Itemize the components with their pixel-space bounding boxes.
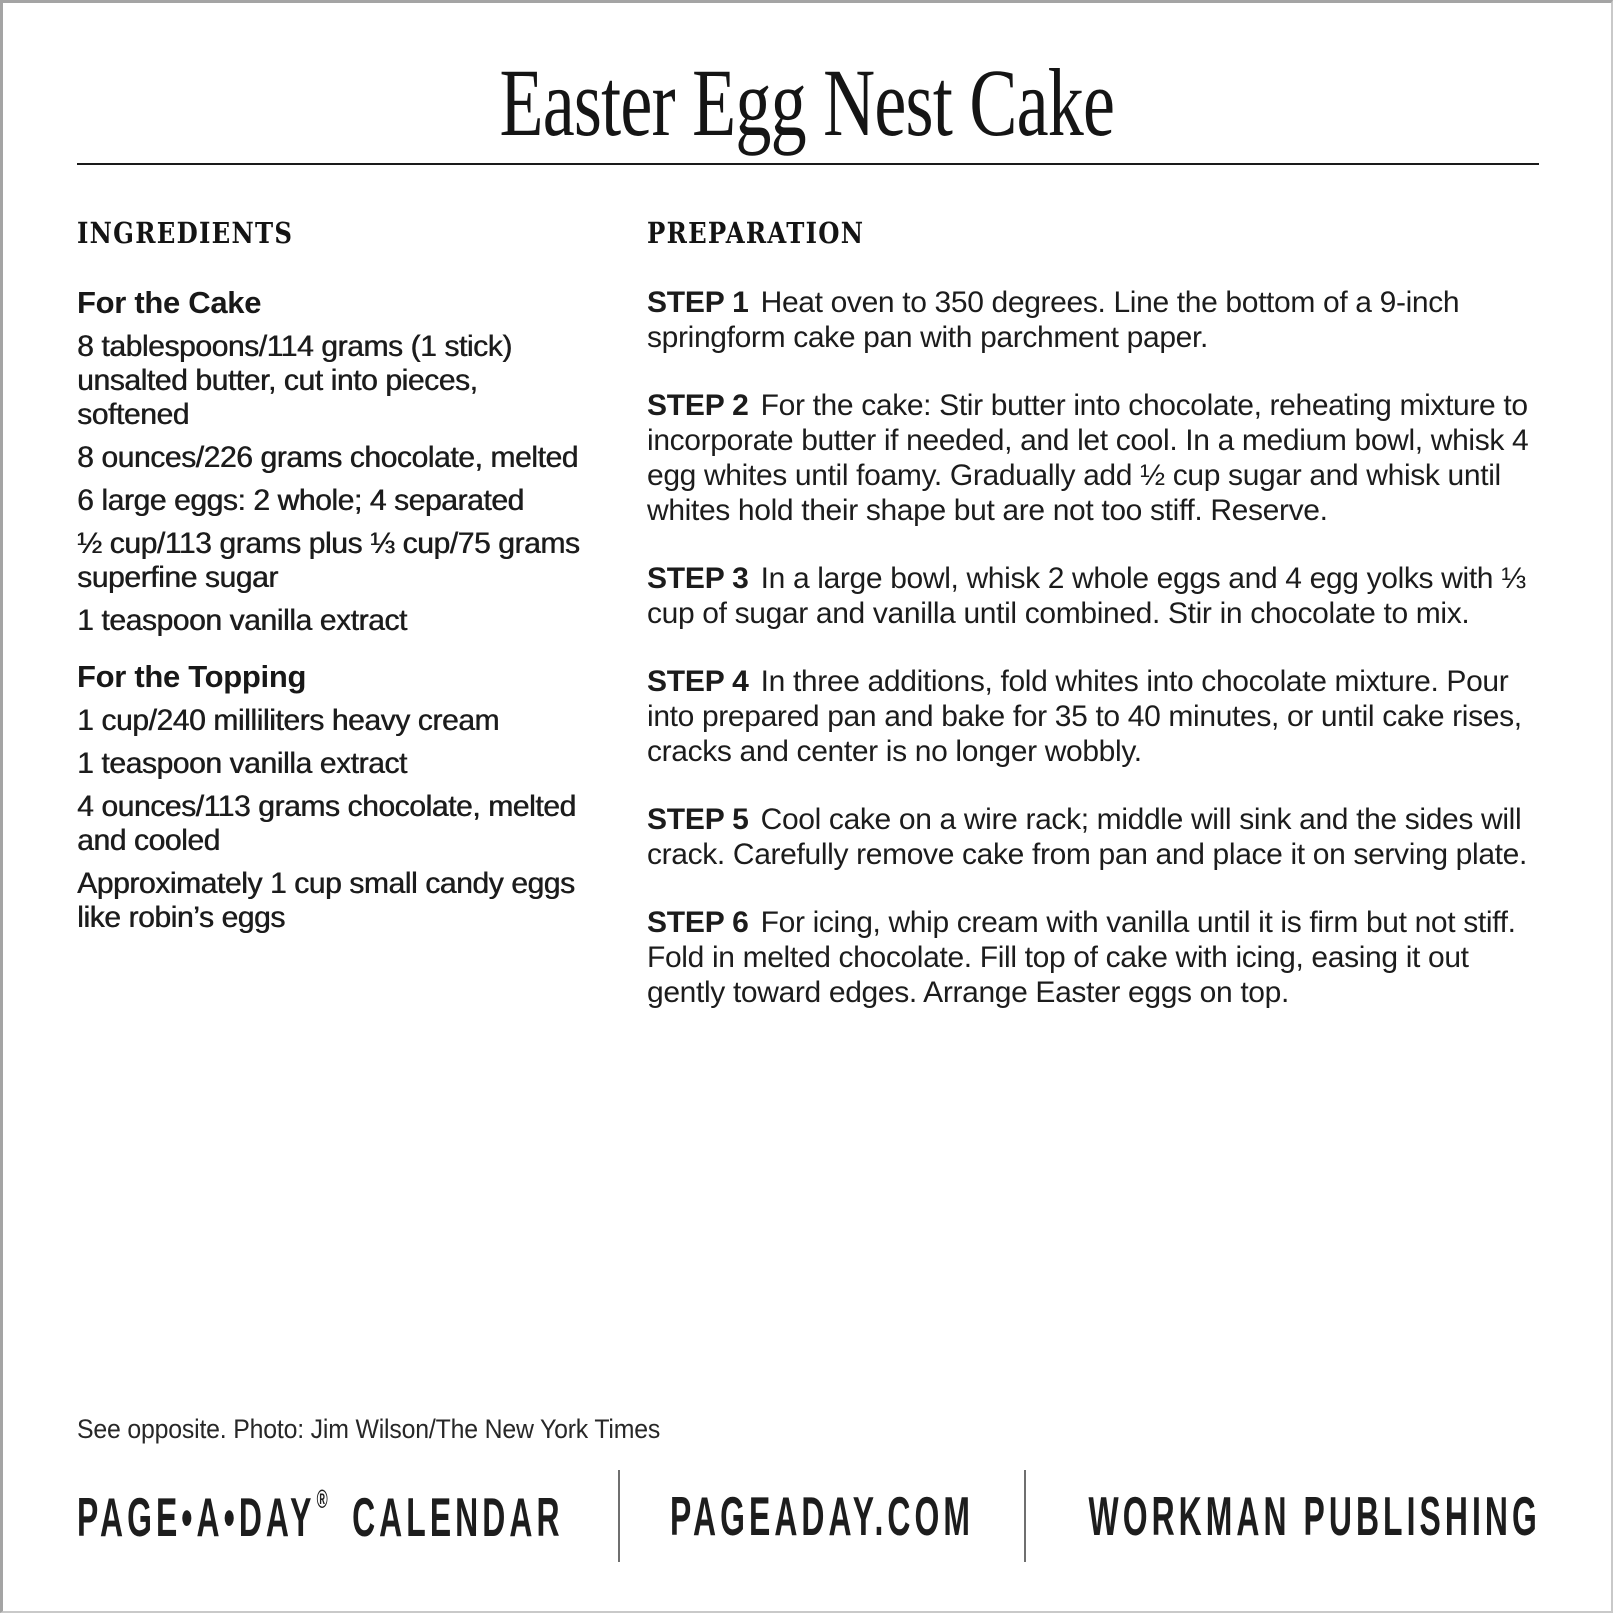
preparation-heading: PREPARATION bbox=[647, 215, 865, 250]
photo-credit: See opposite. Photo: Jim Wilson/The New York Times bbox=[77, 1414, 661, 1444]
ingredient-item: 1 teaspoon vanilla extract bbox=[77, 603, 407, 637]
ingredient-item: Approximately 1 cup small candy eggs like robin’s eggs bbox=[77, 866, 575, 934]
ingredient-group-topping bbox=[77, 659, 589, 935]
step-3-label: STEP 3 bbox=[647, 561, 749, 595]
ingredient-group-title: For the Topping bbox=[77, 658, 307, 694]
ingredient-item: 4 ounces/113 grams chocolate, melted and cooled bbox=[77, 789, 576, 857]
ingredients-groups bbox=[77, 285, 589, 935]
brand-word-calendar: CALENDAR bbox=[352, 1485, 564, 1548]
step-1-label: STEP 1 bbox=[647, 285, 749, 319]
page-footer bbox=[77, 1414, 1541, 1562]
ingredient-item: 1 teaspoon vanilla extract bbox=[77, 746, 407, 780]
step-4-text: In three additions, fold whites into chocolate mixture. Pour into prepared pan and bake for 35 to 40 minutes, or until cake rises, cracks and center is no longer wobbly. bbox=[647, 664, 1522, 768]
step-6 bbox=[647, 905, 1543, 1010]
step-1 bbox=[647, 285, 1543, 355]
step-6-text: For icing, whip cream with vanilla until it is firm but not stiff. Fold in melted chocolate. Fill top of cake with icing, easing it out gently toward edges. Arrange Easter eggs on top. bbox=[647, 905, 1516, 1009]
step-1-text: Heat oven to 350 degrees. Line the bottom of a 9-inch springform cake pan with parchment paper. bbox=[647, 285, 1460, 354]
ingredient-group-cake bbox=[77, 285, 589, 638]
ingredients-column bbox=[77, 165, 589, 1043]
step-5-label: STEP 5 bbox=[647, 802, 749, 836]
step-2 bbox=[647, 388, 1543, 528]
step-5 bbox=[647, 802, 1543, 872]
preparation-steps bbox=[647, 285, 1543, 1010]
ingredient-item: 8 ounces/226 grams chocolate, melted bbox=[77, 440, 578, 474]
content-columns bbox=[3, 165, 1611, 1043]
step-6-label: STEP 6 bbox=[647, 905, 749, 939]
step-2-text: For the cake: Stir butter into chocolate, reheating mixture to incorporate butter if needed, and let cool. In a medium bowl, whisk 4 egg whites until foamy. Gradually add ½ cup sugar and whisk until whites hold their shape but are not too stiff. Reserve. bbox=[647, 388, 1529, 527]
preparation-column bbox=[647, 165, 1543, 1043]
ingredient-item: 1 cup/240 milliliters heavy cream bbox=[77, 703, 499, 737]
step-2-label: STEP 2 bbox=[647, 388, 749, 422]
ingredient-group-title: For the Cake bbox=[77, 284, 262, 320]
step-3-text: In a large bowl, whisk 2 whole eggs and 4 egg yolks with ⅓ cup of sugar and vanilla until combined. Stir in chocolate to mix. bbox=[647, 561, 1526, 630]
step-3 bbox=[647, 561, 1543, 631]
brand-wordmark bbox=[77, 1484, 564, 1549]
page-title: Easter Egg Nest Cake bbox=[499, 49, 1115, 156]
ingredient-item: ½ cup/113 grams plus ⅓ cup/75 grams superfine sugar bbox=[77, 526, 580, 594]
brand-cell-pageaday bbox=[77, 1470, 618, 1562]
registered-mark: ® bbox=[316, 1483, 328, 1514]
brand-name: PAGE•A•DAY bbox=[77, 1485, 316, 1548]
step-5-text: Cool cake on a wire rack; middle will sink and the sides will crack. Carefully remove cake from pan and place it on serving plate. bbox=[647, 802, 1527, 871]
brand-bar bbox=[77, 1470, 1541, 1562]
website-text: PAGEADAY.COM bbox=[670, 1485, 974, 1547]
ingredient-item: 8 tablespoons/114 grams (1 stick) unsalted butter, cut into pieces, softened bbox=[77, 329, 512, 431]
ingredient-item: 6 large eggs: 2 whole; 4 separated bbox=[77, 483, 524, 517]
brand-cell-website bbox=[620, 1470, 1024, 1562]
step-4-label: STEP 4 bbox=[647, 664, 749, 698]
ingredients-heading: INGREDIENTS bbox=[77, 215, 294, 250]
step-4 bbox=[647, 664, 1543, 769]
brand-cell-publisher bbox=[1026, 1470, 1541, 1562]
publisher-text: WORKMAN PUBLISHING bbox=[1088, 1485, 1541, 1547]
title-block bbox=[3, 49, 1611, 156]
